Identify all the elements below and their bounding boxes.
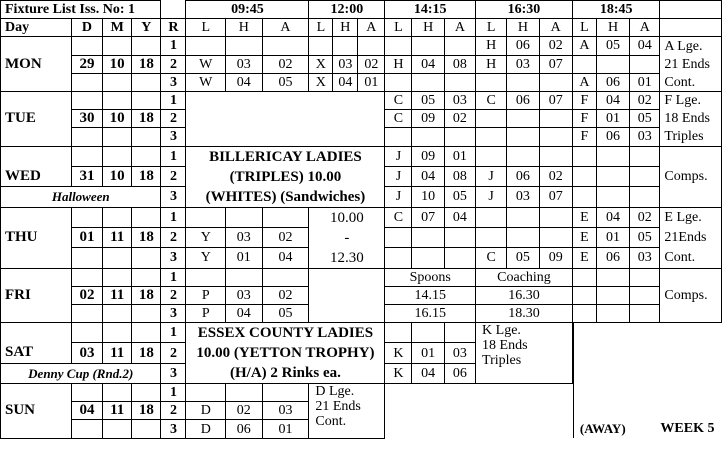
lha-l: L	[572, 19, 596, 37]
away-score: 03	[444, 91, 475, 109]
rink-number: 3	[161, 128, 186, 146]
away-score: 01	[444, 146, 475, 166]
away-score: 05	[630, 110, 660, 128]
time-1630: 16:30	[476, 1, 573, 19]
away-score: 03	[630, 248, 660, 268]
event-line: ESSEX COUNTY LADIES	[197, 325, 374, 342]
league-note: Cont.	[660, 73, 722, 91]
note-line: D Lge.	[315, 384, 355, 400]
fixture-letter: E	[572, 248, 596, 268]
away-score: 03	[630, 128, 660, 146]
mon-rink-1	[1, 37, 722, 55]
thu-rink-1	[1, 207, 722, 227]
away-score: 06	[444, 363, 475, 383]
fixture-letter: J	[476, 187, 507, 207]
note-line: Triples	[482, 353, 522, 369]
home-score: 03	[507, 55, 539, 73]
league-note: 18 Ends	[660, 110, 722, 128]
day-name: MON	[1, 55, 72, 73]
col-m-header: M	[103, 19, 132, 37]
day-year: 18	[132, 286, 161, 304]
day-name: TUE	[1, 110, 72, 128]
spoons-time: 14.15	[385, 286, 476, 304]
home-score: 06	[507, 37, 539, 55]
away-score: 07	[539, 55, 572, 73]
fixture-letter: H	[476, 37, 507, 55]
day-header: Day	[1, 19, 72, 37]
day-name: SUN	[1, 402, 72, 420]
col-y-header: Y	[132, 19, 161, 37]
lha-a: A	[262, 19, 309, 37]
tue-rink-1	[1, 91, 722, 109]
comps-note: Comps.	[660, 166, 722, 186]
fixture-letter: X	[309, 73, 333, 91]
day-year: 18	[132, 166, 161, 186]
mon-rink-2	[1, 55, 722, 73]
home-score: 04	[596, 91, 629, 109]
lha-l: L	[385, 19, 412, 37]
home-score: 06	[596, 248, 629, 268]
home-score: 06	[507, 91, 539, 109]
away-score: 02	[539, 166, 572, 186]
home-score: 05	[507, 248, 539, 268]
rink-number: 1	[161, 146, 186, 166]
fixture-letter: J	[385, 146, 412, 166]
event-line: (WHITES) (Sandwiches)	[205, 188, 366, 205]
day-name: WED	[1, 166, 72, 186]
day-year: 18	[132, 343, 161, 363]
league-note: F Lge.	[660, 91, 722, 109]
away-score: 05	[444, 187, 475, 207]
day-date: 29	[71, 55, 102, 73]
fixture-letter: K	[385, 363, 412, 383]
event-line: 10.00 (YETTON TROPHY)	[196, 345, 375, 362]
rink-number: 1	[161, 207, 186, 227]
day-date: 02	[71, 286, 102, 304]
week-label: WEEK 5	[660, 421, 715, 437]
time-1200: 12:00	[309, 1, 385, 19]
day-name: SAT	[1, 343, 72, 363]
fixture-letter: H	[385, 55, 412, 73]
lha-l: L	[476, 19, 507, 37]
home-score: 01	[412, 343, 444, 363]
away-score: 02	[630, 207, 660, 227]
lha-h: H	[596, 19, 629, 37]
fixture-letter: J	[385, 166, 412, 186]
day-month: 10	[103, 166, 132, 186]
day-month: 11	[103, 402, 132, 420]
fixture-letter: F	[572, 91, 596, 109]
rink-number: 2	[161, 55, 186, 73]
home-score: 07	[412, 207, 444, 227]
fixture-letter: F	[572, 110, 596, 128]
home-score: 03	[226, 227, 262, 247]
rink-number: 1	[161, 323, 186, 343]
event-line: BILLERICAY LADIES	[209, 148, 362, 165]
home-score: 05	[596, 37, 629, 55]
k-league-note	[476, 323, 573, 384]
day-month: 11	[103, 286, 132, 304]
rink-number: 1	[161, 91, 186, 109]
fixture-letter: C	[476, 91, 507, 109]
away-score: 08	[444, 55, 475, 73]
away-score: 02	[630, 91, 660, 109]
day-date: 30	[71, 110, 102, 128]
rink-number: 3	[161, 304, 186, 322]
rink-number: 3	[161, 363, 186, 383]
away-score: 04	[444, 207, 475, 227]
day-date: 01	[71, 227, 102, 247]
rink-number: 3	[161, 187, 186, 207]
spoons-time: 16.15	[385, 304, 476, 322]
lha-h: H	[412, 19, 444, 37]
away-score: 02	[539, 37, 572, 55]
fixture-letter: C	[385, 91, 412, 109]
home-score: 04	[596, 207, 629, 227]
rink-number: 1	[161, 37, 186, 55]
fixture-letter: Y	[186, 248, 226, 268]
day-year: 18	[132, 402, 161, 420]
league-note: Triples	[660, 128, 722, 146]
note-line: Cont.	[315, 414, 347, 430]
away-score: 05	[262, 73, 309, 91]
home-score: 02	[226, 402, 262, 420]
thu-time-block	[309, 207, 385, 268]
fixture-letter: Y	[186, 227, 226, 247]
league-note: 21 Ends	[660, 55, 722, 73]
rink-number: 3	[161, 420, 186, 438]
header-times-row	[1, 1, 722, 19]
away-score: 01	[358, 73, 385, 91]
note-line: K Lge.	[482, 323, 521, 339]
rink-number: 2	[161, 343, 186, 363]
day-note: Halloween	[1, 187, 161, 207]
d-league-note	[309, 384, 385, 439]
rink-number: 2	[161, 166, 186, 186]
fixture-letter: W	[186, 55, 226, 73]
mon-rink-3	[1, 73, 722, 91]
lha-a: A	[630, 19, 660, 37]
league-note: A Lge.	[660, 37, 722, 55]
fixture-letter: P	[186, 286, 226, 304]
fixture-letter: J	[476, 166, 507, 186]
fixture-letter: X	[309, 55, 333, 73]
home-score: 06	[226, 420, 262, 438]
home-score: 04	[333, 73, 358, 91]
day-date: 03	[71, 343, 102, 363]
home-score: 03	[333, 55, 358, 73]
home-score: 04	[412, 166, 444, 186]
lha-l: L	[309, 19, 333, 37]
day-date: 04	[71, 402, 102, 420]
away-score: 02	[262, 55, 309, 73]
fixture-letter: E	[572, 227, 596, 247]
rink-number: 3	[161, 73, 186, 91]
away-score: 02	[444, 110, 475, 128]
away-label: (AWAY)	[579, 421, 626, 437]
time-0945: 09:45	[186, 1, 309, 19]
rink-number: 2	[161, 227, 186, 247]
header-columns-row	[1, 19, 722, 37]
day-year: 18	[132, 227, 161, 247]
home-score: 05	[412, 91, 444, 109]
day-note: Denny Cup (Rnd.2)	[1, 363, 161, 383]
away-score: 04	[630, 37, 660, 55]
home-score: 04	[412, 363, 444, 383]
home-score: 04	[226, 304, 262, 322]
away-score: 03	[444, 343, 475, 363]
col-d-header: D	[71, 19, 102, 37]
away-score: 05	[262, 304, 309, 322]
time-1415: 14:15	[385, 1, 476, 19]
fri-rink-1	[1, 268, 722, 286]
fixture-letter: C	[385, 110, 412, 128]
day-year: 18	[132, 55, 161, 73]
home-score: 06	[596, 73, 629, 91]
fixture-letter: C	[476, 248, 507, 268]
essex-event	[186, 323, 385, 384]
lha-h: H	[333, 19, 358, 37]
time-block-dash: -	[344, 229, 350, 246]
away-score: 08	[444, 166, 475, 186]
league-note: E Lge.	[660, 207, 722, 227]
coaching-time: 18.30	[476, 304, 573, 322]
fixture-letter: C	[385, 207, 412, 227]
fixture-letter: W	[186, 73, 226, 91]
day-name: FRI	[1, 286, 72, 304]
event-line: (TRIPLES) 10.00	[229, 168, 342, 185]
day-month: 11	[103, 343, 132, 363]
fixture-letter: A	[572, 73, 596, 91]
away-score: 05	[630, 227, 660, 247]
coaching-time: 16.30	[476, 286, 573, 304]
home-score: 09	[412, 146, 444, 166]
fixture-letter: F	[572, 128, 596, 146]
rink-number: 2	[161, 402, 186, 420]
fixture-letter: D	[186, 420, 226, 438]
home-score: 01	[226, 248, 262, 268]
lha-h: H	[226, 19, 262, 37]
fixture-letter: D	[186, 402, 226, 420]
lha-a: A	[539, 19, 572, 37]
rink-number: 3	[161, 248, 186, 268]
away-score: 07	[539, 91, 572, 109]
home-score: 03	[226, 286, 262, 304]
away-score: 04	[262, 248, 309, 268]
league-note: 21Ends	[660, 227, 722, 247]
lha-h: H	[507, 19, 539, 37]
day-year: 18	[132, 110, 161, 128]
rink-number: 1	[161, 268, 186, 286]
home-score: 03	[226, 55, 262, 73]
billericay-event	[186, 146, 385, 207]
fixture-title: Fixture List Iss. No: 1	[1, 1, 161, 19]
rink-number: 2	[161, 286, 186, 304]
day-name: THU	[1, 227, 72, 247]
league-note: Cont.	[660, 248, 722, 268]
day-month: 10	[103, 55, 132, 73]
home-score: 09	[412, 110, 444, 128]
fixture-letter: H	[476, 55, 507, 73]
time-block-end: 12.30	[330, 249, 364, 266]
lha-a: A	[358, 19, 385, 37]
home-score: 01	[596, 110, 629, 128]
day-month: 11	[103, 227, 132, 247]
lha-l: L	[186, 19, 226, 37]
away-score: 01	[630, 73, 660, 91]
home-score: 06	[596, 128, 629, 146]
fixture-letter: J	[385, 187, 412, 207]
fixture-letter: K	[385, 343, 412, 363]
rink-number: 1	[161, 384, 186, 402]
rink-number: 2	[161, 110, 186, 128]
fixture-letter: E	[572, 207, 596, 227]
away-score: 02	[358, 55, 385, 73]
time-block-start: 10.00	[330, 209, 364, 226]
away-score: 09	[539, 248, 572, 268]
event-line: (H/A) 2 Rinks ea.	[230, 365, 341, 382]
home-score: 10	[412, 187, 444, 207]
away-score: 01	[262, 420, 309, 438]
coaching-label: Coaching	[476, 268, 573, 286]
lha-a: A	[444, 19, 475, 37]
wed-rink-1	[1, 146, 722, 166]
day-month: 10	[103, 110, 132, 128]
fixture-letter: P	[186, 304, 226, 322]
col-r-header: R	[161, 19, 186, 37]
spoons-label: Spoons	[385, 268, 476, 286]
home-score: 01	[596, 227, 629, 247]
week-box	[572, 323, 721, 439]
away-score: 02	[262, 227, 309, 247]
day-date: 31	[71, 166, 102, 186]
note-line: 21 Ends	[315, 399, 361, 415]
sat-rink-1	[1, 323, 722, 343]
home-score: 04	[412, 55, 444, 73]
home-score: 04	[226, 73, 262, 91]
time-1845: 18:45	[572, 1, 659, 19]
home-score: 06	[507, 166, 539, 186]
away-score: 07	[539, 187, 572, 207]
fixture-letter: A	[572, 37, 596, 55]
note-line: 18 Ends	[482, 338, 528, 354]
home-score: 03	[507, 187, 539, 207]
away-score: 03	[262, 402, 309, 420]
away-score: 02	[262, 286, 309, 304]
comps-note: Comps.	[660, 286, 722, 304]
